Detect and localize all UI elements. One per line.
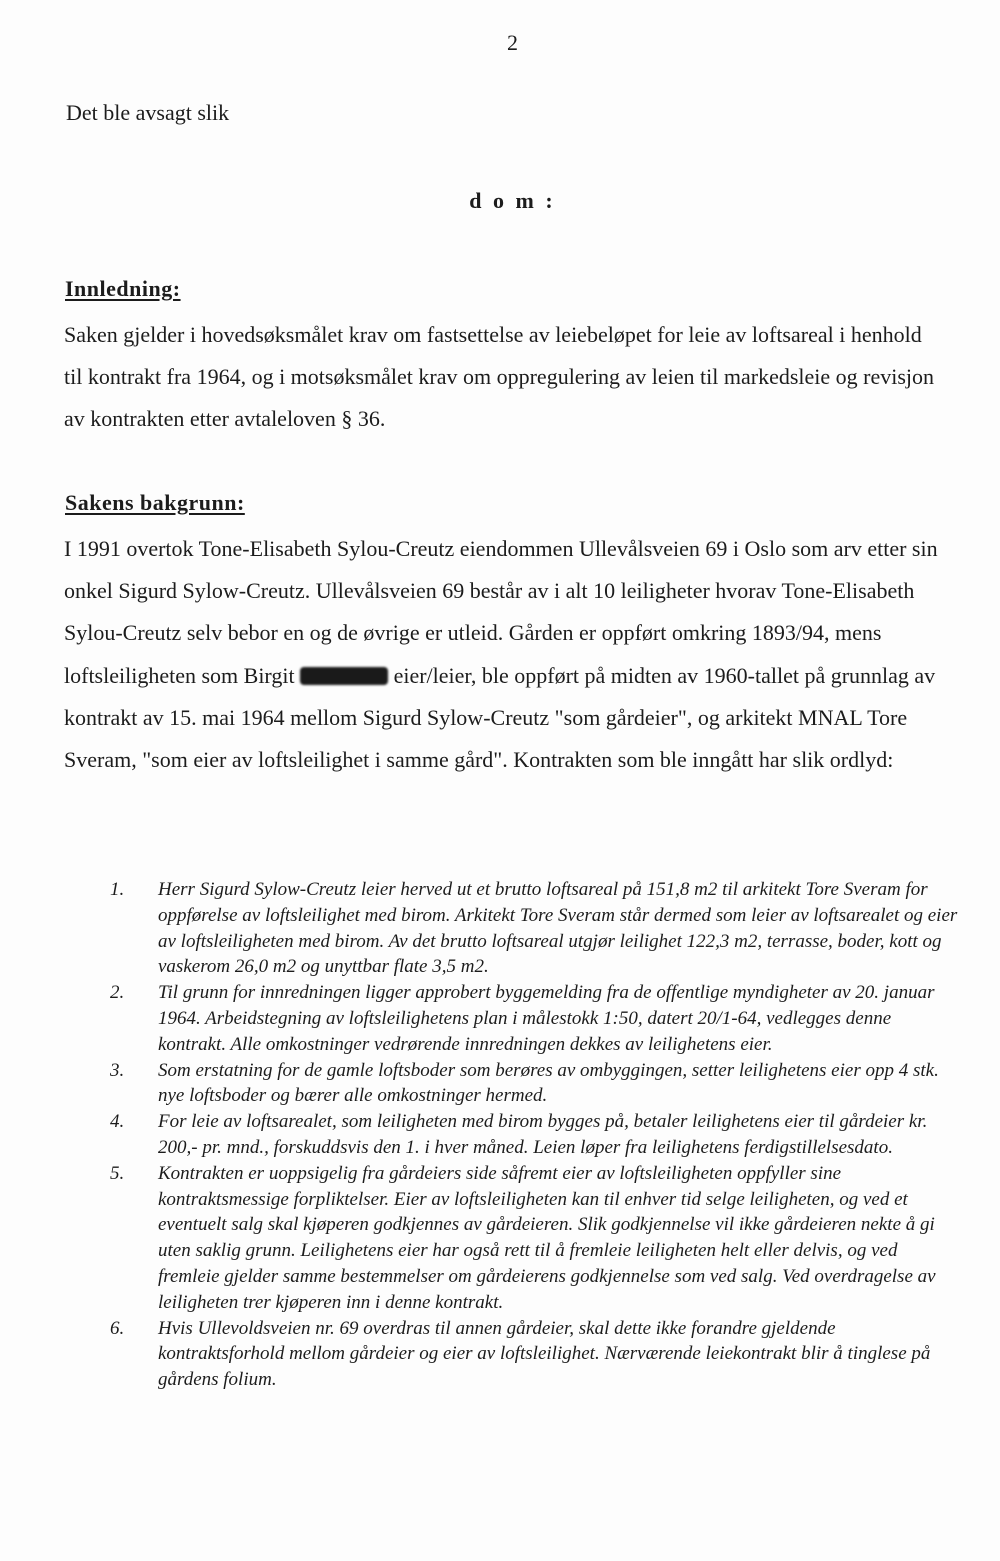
contract-item-text: Som erstatning for de gamle loftsboder som berøres av ombyggingen, setter leilighetens eier opp 4 stk. nye loftsboder og bærer alle omkostninger hermed. [158, 1059, 939, 1107]
contract-item-number: 2. [110, 982, 125, 1004]
contract-item [100, 877, 960, 980]
contract-item-text: For leie av loftsarealet, som leiligheten med birom bygges på, betaler leilighetens eier til gårdeier kr. 200,- pr. mnd., forskuddsvis den 1. i hver måned. Leien løper fra leilighetens ferdigstillelsesdato. [158, 1111, 928, 1158]
contract-item-number: 4. [110, 1111, 125, 1133]
paragraph-bakgrunn [64, 528, 944, 781]
contract-item [100, 1109, 960, 1161]
contract-item-text: Til grunn for innredningen ligger approbert byggemelding fra de offentlige myndigheter av 20. januar 1964. Arbeidstegning av loftsleilighetens plan i målestokk 1:50, datert 20/1-64, vedlegges denne kontrakt. Alle omkostninger vedrørende innredningen dekkes av leilighetens eier. [158, 982, 935, 1055]
intro-line: Det ble avsagt slik [66, 100, 230, 125]
contract-item [100, 1161, 960, 1316]
contract-item-number: 6. [110, 1317, 125, 1339]
page-number: 2 [507, 30, 518, 55]
contract-item [100, 1316, 960, 1393]
redaction-mark [300, 667, 388, 685]
contract-item-text: Hvis Ullevoldsveien nr. 69 overdras til annen gårdeier, skal dette ikke forandre gjeldende kontraktsforhold mellom gårdeier og eier av loftsleilighet. Nærværende leiekontrakt blir å tinglese på gårdens folium. [158, 1317, 931, 1391]
section-heading-bakgrunn: Sakens bakgrunn: [65, 490, 245, 515]
contract-item [100, 1058, 960, 1110]
contract-item-number: 5. [110, 1162, 125, 1184]
contract-item-text: Kontrakten er uoppsigelig fra gårdeiers side såfremt eier av loftsleiligheten oppfyller sine kontraktsmessige forpliktelser. Eier av loftsleiligheten kan til enhver tid selge leiligheten, og ved et eventuelt salg skal kjøperen godkjennes av gårdeieren. Slik godkjennelse vil ikke gårdeieren nekte å gi uten saklig grunn. Leilighetens eier har også rett til å fremleie leiligheten helt eller delvis, og ved fremleie gjelder samme bestemmelser om gårdeierens godkjennelse som ved salg. Ved overdragelse av leiligheten trer kjøperen inn i denne kontrakt. [158, 1162, 936, 1313]
section-heading-innledning: Innledning: [65, 276, 181, 301]
contract-item [100, 980, 960, 1057]
paragraph-bakgrunn-text-before: I 1991 overtok Tone-Elisabeth Sylou-Creutz eiendommen Ullevålsveien 69 i Oslo som arv etter sin onkel Sigurd Sylow-Creutz. Ullevålsveien 69 består av i alt 10 leiligheter hvorav Tone-Elisabeth Sylou-Creutz selv bebor en og de øvrige er utleid. Gården er oppført omkring 1893/94, mens loftsleiligheten som Birgit [64, 536, 938, 688]
contract-list [100, 877, 960, 1393]
contract-item-text: Herr Sigurd Sylow-Creutz leier herved ut et brutto loftsareal på 151,8 m2 til arkitekt Tore Sveram for oppførelse av loftsleilighet med birom. Arkitekt Tore Sveram står dermed som leier av loftsarealet og eier av loftsleiligheten med birom. Av det brutto loftsareal utgjør leilighet 122,3 m2, terrasse, boder, kott og vaskerom 26,0 m2 og unyttbar flate 3,5 m2. [158, 879, 958, 978]
paragraph-bakgrunn-text-after: eier/leier, ble oppført på midten av 1960-tallet på grunnlag av kontrakt av 15. mai 1964 mellom Sigurd Sylow-Creutz "som gårdeier", og arkitekt MNAL Tore Sveram, "som eier av loftsleilighet i samme gård". Kontrakten som ble inngått har slik ordlyd: [64, 662, 936, 773]
contract-item-number: 1. [110, 879, 125, 900]
contract-item-number: 3. [110, 1059, 125, 1081]
dom-heading: d o m : [469, 188, 556, 213]
paragraph-innledning: Saken gjelder i hovedsøksmålet krav om fastsettelse av leiebeløpet for leie av loftsareal i henhold til kontrakt fra 1964, og i motsøksmålet krav om oppregulering av leien til markedsleie og revisjon av kontrakten etter avtaleloven § 36. [64, 322, 935, 431]
